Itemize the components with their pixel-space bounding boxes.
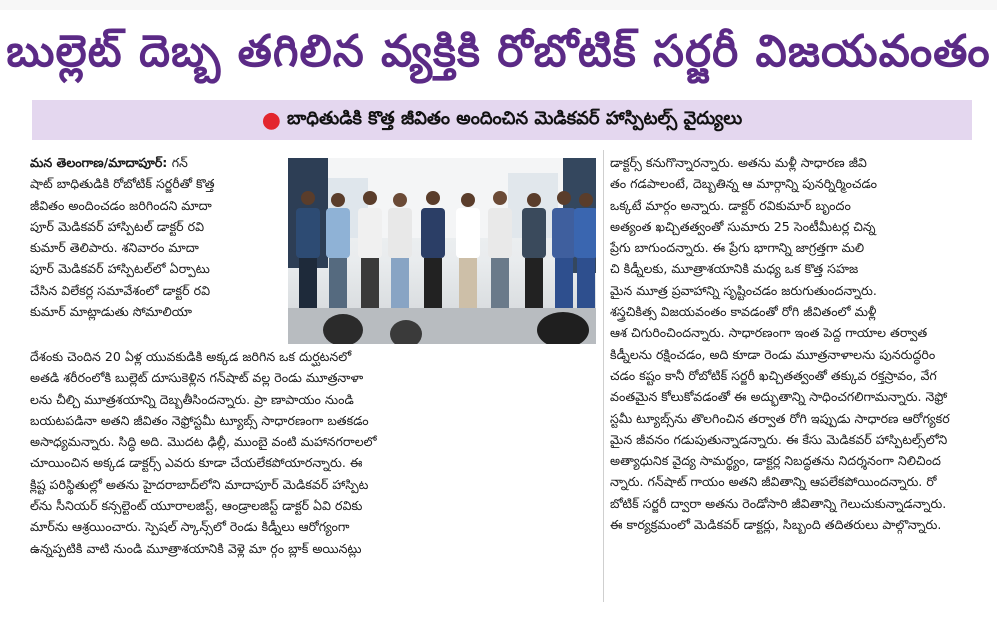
text-line: స్టమీ ట్యూబ్స్‌ను తొలగించిన తర్వాత రోగి ఇప్పుడు సాధారణ ఆరోగ్యకర: [610, 410, 950, 426]
person-legs: [459, 258, 477, 308]
text-line: ఒక్కటే మార్గం అన్నారు. డాక్టర్ రవికుమార్ బృందం: [610, 197, 851, 213]
text-line: మైన జీవనం గడుపుతున్నాడన్నారు. ఈ కేసు మెడికవర్ హాస్పిటల్స్‌లోని: [610, 431, 948, 447]
event-photo: [288, 158, 596, 344]
person-body: [326, 208, 350, 258]
article-column-left-bottom: [30, 346, 600, 559]
text-line: మార్‌ను ఆశ్రయించారు. స్పెషల్ స్కాన్స్‌లో రెండు కిడ్నీలు ఆరోగ్యంగా: [30, 519, 350, 535]
person-legs: [491, 258, 509, 308]
text-line: కుమార్ తెలిపారు. శనివారం మాదా: [30, 240, 199, 256]
person-legs: [525, 258, 543, 308]
person-legs: [555, 258, 573, 308]
person-body: [456, 208, 480, 258]
text-line: జీవితం అందించడం జరిగిందని మాదా: [30, 197, 212, 213]
person-legs: [424, 258, 442, 308]
text-line: షాట్ బాధితుడికి రోబోటిక్ సర్జరీతో కొత్త: [30, 176, 215, 192]
person-head: [579, 193, 593, 207]
text-line: క్లిష్ట పరిస్థితుల్లో అతను హైదరాబాద్‌లోని మాదాపూర్ మెడికవర్ హాస్పిట: [30, 476, 369, 492]
text-line: చూయించిన అక్కడ డాక్టర్స్ ఎవరు కూడా చేయలేకపోయారన్నారు. ఈ: [30, 455, 363, 471]
text-line: చి కిడ్నీలకు, మూత్రాశయానికి మధ్య ఒక కొత్త సహజ: [610, 261, 859, 277]
headline: బుల్లెట్ దెబ్బ తగిలిన వ్యక్తికి రోబోటిక్ సర్జరీ విజయవంతం: [6, 26, 991, 77]
text-line: కుమార్ మాట్లాడుతు సోమాలియా: [30, 304, 193, 320]
text-line: డాక్టర్స్ కనుగొన్నారన్నారు. అతను మళ్లీ సాధారణ జీవి: [610, 155, 867, 170]
text-line: పూర్ మెడికవర్ హాస్పిటల్ డాక్టర్ రవి: [30, 218, 205, 234]
person-head: [331, 193, 345, 207]
person-legs: [299, 258, 317, 308]
person-head: [301, 191, 315, 205]
text-line: లను చీల్చి మూత్రశయాన్ని దెబ్బతీసిందన్నారు. ప్రా ణాపాయం నుండి: [30, 391, 354, 407]
person-body: [488, 208, 512, 258]
dateline: మన తెలంగాణ/మాదాపూర్:: [30, 155, 172, 170]
text-line: చడం కష్టం కానీ రోబోటిక్ సర్జరీ ఖచ్చితత్వంతో తక్కువ రక్తస్రావం, వేగ: [610, 367, 937, 383]
text-line: అత్యాధునిక వైద్య సామర్థ్యం, డాక్టర్ల నిబద్ధతను నిదర్శనంగా నిలిచింద: [610, 453, 941, 469]
text-line: అసాధ్యమన్నారు. సిద్ధి అది. మొదట ఢిల్లీ, ముంబై వంటి మహానగరాలలో: [30, 434, 377, 450]
text-line: ఆశ చిగురించిందన్నారు. సాధారణంగా ఇంత పెద్ద గాయాల తర్వాత: [610, 325, 928, 341]
person-head: [461, 193, 475, 207]
text-line: వంతమైన కోలుకోవడంతో ఈ అద్భుతాన్ని సాధించగలిగామన్నారు. నెఫ్రో: [610, 389, 948, 405]
text-line: మైన మూత్ర ప్రవాహాన్ని సృష్టించడం జరుగుతుందన్నారు.: [610, 282, 877, 298]
text-line: ఉన్నప్పటికి వాటి నుండి మూత్రాశయానికి వెళ్లె మా ర్గం బ్లాక్ అయినట్లు: [30, 540, 362, 556]
person-body: [296, 208, 320, 258]
person-body: [552, 208, 576, 258]
text-line: దేశంకు చెందిన 20 ఏళ్ల యువకుడికి అక్కడ జరిగిన ఒక దుర్ఘటనలో: [30, 349, 352, 364]
text-line: ల్‌ను సీనియర్ కన్సల్టెంట్ యూరాలజిస్ట్, ఆండ్రాలజిస్ట్ డాక్టర్ ఏవి రవికు: [30, 498, 363, 514]
subheadline-bar: [32, 100, 972, 140]
text-line: మన తెలంగాణ/మాదాపూర్: గన్: [30, 155, 188, 170]
person-head: [493, 191, 507, 205]
text-line: అత్యంత ఖచ్చితత్వంతో సుమారు 25 సెంటీమీటర్ల చిన్న: [610, 218, 876, 234]
text-line: శస్త్రచికిత్స విజయవంతం కావడంతో రోగి జీవితంలో మళ్లీ: [610, 304, 877, 320]
article-column-right: [610, 152, 970, 535]
text-line: బయటపడినా అతని జీవితం నెఫ్రోస్టమీ ట్యూబ్స్ సాధారణంగా బతకడం: [30, 412, 369, 428]
person-head: [527, 193, 541, 207]
person-head: [393, 193, 407, 207]
text-line: చేసిన విలేకర్ల సమావేశంలో డాక్టర్ రవి: [30, 282, 211, 298]
person-body: [421, 208, 445, 258]
top-edge-strip: [0, 0, 997, 10]
person-head: [557, 191, 571, 205]
subheadline: బాధితుడికి కొత్త జీవితం అందించిన మెడికవర్ హాస్పిటల్స్ వైద్యులు: [286, 107, 743, 129]
text-line: పూర్ మెడికవర్ హాస్పిటల్‌లో ఏర్పాటు: [30, 261, 210, 277]
group-photo-illustration: [288, 158, 596, 344]
text-line: తం గడపాలంటే, దెబ్బతిన్న ఆ మార్గాన్ని పునర్నిర్మించడం: [610, 176, 878, 192]
person-body: [388, 208, 412, 258]
person-legs: [577, 258, 595, 308]
person-legs: [391, 258, 409, 308]
person-legs: [329, 258, 347, 308]
text-line: ప్రేగు బాగుందన్నారు. ఈ ప్రేగు భాగాన్ని జాగ్రత్తగా మలి: [610, 240, 865, 256]
text-line: అతడి శరీరంలోకి బుల్లెట్ దూసుకెళ్లిన గన్‌షాట్ వల్ల రెండు మూత్రనాళా: [30, 370, 364, 386]
person-body: [574, 208, 596, 258]
person-legs: [361, 258, 379, 308]
person-head: [426, 191, 440, 205]
bullet-dot-icon: ●: [261, 107, 281, 133]
column-divider: [603, 150, 604, 602]
text-line: బోటిక్ సర్జరీ ద్వారా అతను రెండోసారి జీవితాన్ని గెలుచుకున్నాడన్నారు.: [610, 495, 947, 511]
person-body: [358, 208, 382, 258]
text-line: ఈ కార్యక్రమంలో మెడికవర్ డాక్టర్లు, సిబ్బంది తదితరులు పాల్గొన్నారు.: [610, 517, 942, 533]
person-head: [363, 191, 377, 205]
article-column-left-top: [30, 152, 282, 322]
text-line: కిడ్నీలను రక్షించడం, అది కూడా రెండు మూత్రనాళాలను పునరుద్ధరిం: [610, 346, 936, 362]
text-line: న్నారు. గన్‌షాట్ గాయం అతని జీవితాన్ని ఆపలేకపోయిందన్నారు. రో: [610, 474, 937, 490]
person-body: [522, 208, 546, 258]
